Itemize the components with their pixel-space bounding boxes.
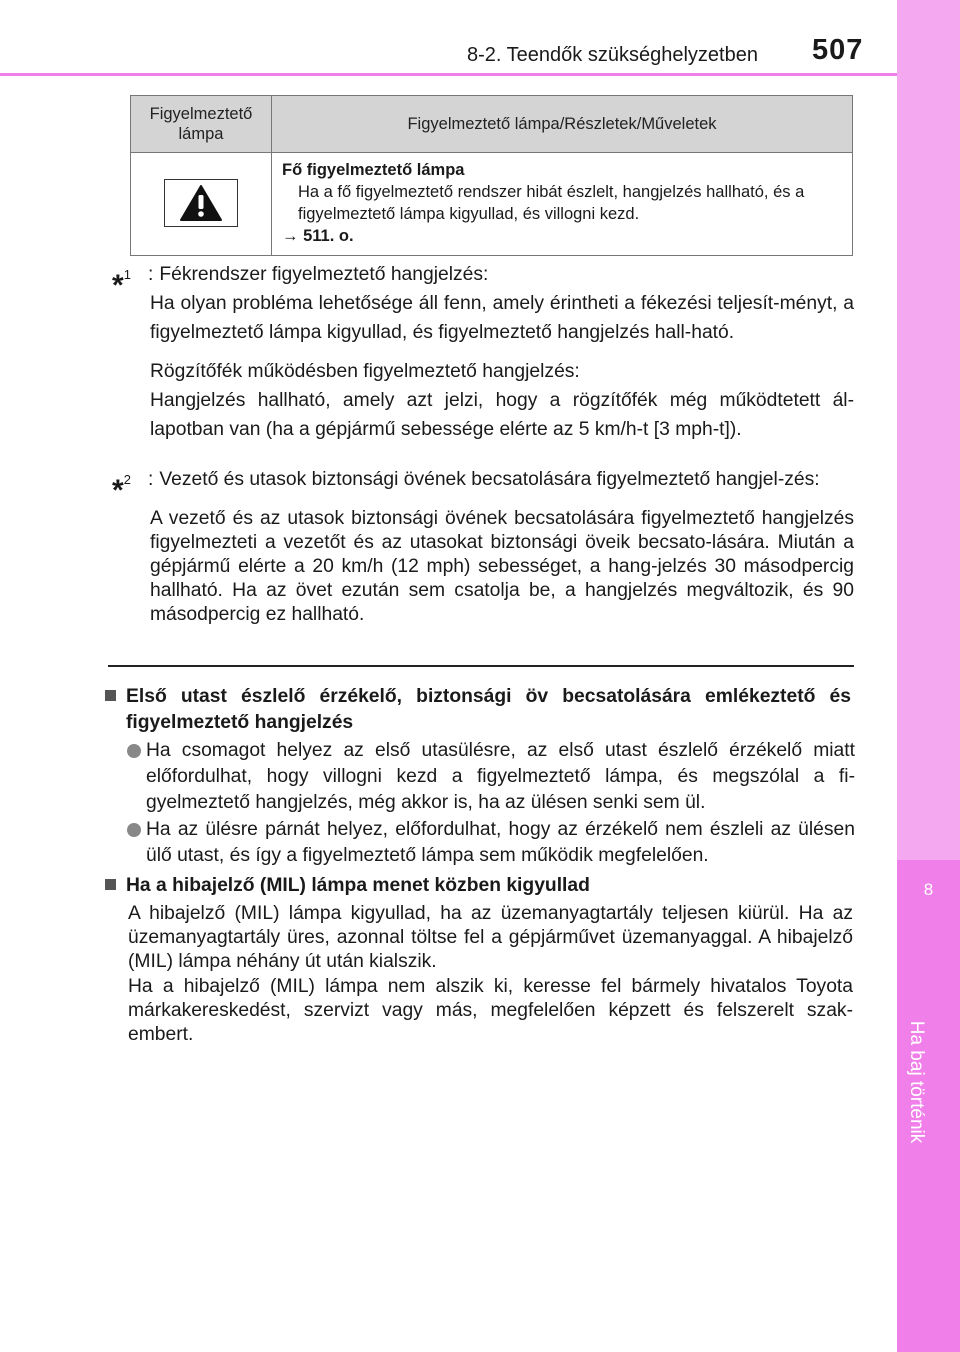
footnote-text: Ha olyan probléma lehetősége áll fenn, amely érintheti a fékezési teljesít-ményt, a figyelmeztető lámpa kigyullad, és figyelmeztető hangjelzés hall-ható.	[150, 293, 854, 343]
footnote-text: A vezető és az utasok biztonsági övének becsatolására figyelmeztető hangjelzés figyelmezteti a vezetőt és az utasokat biztonsági öveik becsato-lására. Miután a gépjármű elérte a 20 km/h (12 mph) sebességet, a hang-jelzés 30 másodpercig hallható. Ha az övet ezután sem csatolja be, a hangjelzés megváltozik, és 90 másodpercig ez hallható.	[150, 508, 854, 625]
footnote-2: *$^2$ : Vezető és utasok biztonsági övének becsatolására figyelmeztető hangjel-zés: A vezető és az utasok biztonsági övének becsatolására figyelmeztető hangjelzés figyelmezteti a vezetőt és az utasokat biztonsági öveik becsato-lására. Miután a gépjármű elérte a 20 km/h (12 mph) sebességet, a hang-jelzés 30 másodpercig hallható. Ha az övet ezután sem csatolja be, a hangjelzés megváltozik, és 90 másodpercig ez hallható.	[112, 465, 854, 627]
chapter-number: 8	[923, 880, 934, 899]
ref-arrow: →	[282, 227, 299, 245]
section-heading: Ha a hibajelző (MIL) lámpa menet közben kigyullad	[105, 873, 855, 899]
list-item: Ha az ülésre párnát helyez, előfordulhat, hogy az érzékelő nem észleli az ülésen ülő utast, és így a figyelmeztető lámpa sem működik megfelelően.	[127, 817, 855, 869]
table-row	[131, 153, 853, 256]
footnote-lead: Vezető és utasok biztonsági övének becsatolására figyelmeztető hangjel-zés:	[159, 469, 820, 490]
page-reference[interactable]	[282, 225, 842, 247]
header-rule	[0, 73, 897, 76]
body-paragraph: Ha a hibajelző (MIL) lámpa nem alszik ki, keresse fel bármely hivatalos Toyota márkakereskedést, szervizt vagy más, megfelelően képzett és felszerelt szak-embert.	[128, 976, 853, 1045]
warning-triangle-icon	[164, 179, 238, 227]
page-number: 507	[812, 34, 864, 66]
table-desc-cell	[272, 153, 853, 256]
body-paragraph: A hibajelző (MIL) lámpa kigyullad, ha az üzemanyagtartály teljesen kiürül. Ha az üzemanyagtartály üres, azonnal töltse fel a gépjárművet üzemanyaggal. A hibajelző (MIL) lámpa néhány út után kialszik.	[128, 903, 853, 972]
warning-body: Ha a fő figyelmeztető rendszer hibát észlelt, hangjelzés hallható, és a figyelmeztető lámpa kigyullad, és villogni kezd.	[298, 183, 805, 223]
warning-title: Fő figyelmeztető lámpa	[282, 161, 465, 179]
footnote-subhead: Rögzítőfék működésben figyelmeztető hangjelzés:	[150, 361, 580, 382]
round-bullet-icon	[127, 744, 141, 758]
square-bullet-icon	[105, 879, 116, 890]
footnote-text: Hangjelzés hallható, amely azt jelzi, hogy a rögzítőfék még működtetett ál-lapotban van (ha a gépjármű sebessége elérte az 5 km/h-t [3 mph-t]).	[150, 390, 854, 440]
section-heading: Első utast észlelő érzékelő, biztonsági öv becsatolására emlékeztető és figyelmeztető hangjelzés	[105, 684, 855, 736]
square-bullet-icon	[105, 690, 116, 701]
warning-light-table	[130, 95, 853, 256]
chapter-label: Ha baj történik	[906, 1020, 927, 1144]
footnote-marker: *$^2$	[112, 472, 131, 507]
table-header-row	[131, 96, 853, 153]
chapter-tab-upper	[897, 0, 960, 860]
round-bullet-icon	[127, 823, 141, 837]
footnote-1: *$^1$ : Fékrendszer figyelmeztető hangjelzés: Ha olyan probléma lehetősége áll fenn, amely érintheti a fékezési teljesít-ményt, a figyelmeztető lámpa kigyullad, és figyelmeztető hangjelzés hall-ható. Rögzítőfék működésben figyelmeztető hangjelzés: Hangjelzés hallható, amely azt jelzi, hogy a rögzítőfék még működtetett ál-lapotban van (ha a gépjármű sebessége elérte az 5 km/h-t [3 mph-t]).	[112, 260, 854, 444]
footnote-marker: *$^1$	[112, 267, 131, 302]
table-icon-cell	[131, 153, 272, 256]
ref-page: 511. o.	[303, 227, 354, 245]
section-title: 8-2. Teendők szükséghelyzetben	[467, 44, 758, 66]
table-header-details: Figyelmeztető lámpa/Részletek/Műveletek	[272, 96, 853, 153]
list-item: Ha csomagot helyez az első utasülésre, az első utast észlelő érzékelő miatt előfordulhat, hogy villogni kezd a figyelmeztető lámpa, és megszólal a fi-gyelmeztető hangjelzés, még akkor is, ha az ülésen senki sem ül.	[127, 738, 855, 816]
section-divider	[108, 665, 854, 667]
footnote-lead: Fékrendszer figyelmeztető hangjelzés:	[159, 264, 489, 285]
table-header-light: Figyelmeztető lámpa	[131, 96, 272, 153]
